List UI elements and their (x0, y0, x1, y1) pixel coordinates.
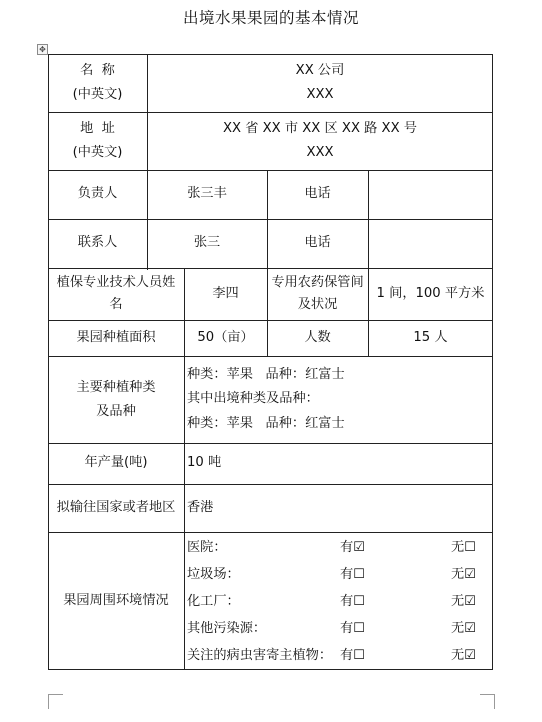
storage-label (267, 268, 368, 320)
no-checkbox[interactable]: 无☑ (451, 621, 477, 636)
tech-staff-label-line1: 植保专业技术人员姓 (56, 274, 176, 290)
destination-value-text: 香港 (187, 499, 214, 515)
environment-item-name: 垃圾场： (187, 567, 240, 582)
output-label (48, 443, 184, 484)
yes-checkbox[interactable]: 有☐ (340, 567, 366, 582)
contact-phone-value[interactable] (368, 219, 493, 268)
people-label-text: 人数 (304, 329, 331, 345)
yes-checkbox[interactable]: 有☐ (340, 621, 366, 636)
no-checkbox[interactable]: 无☑ (451, 594, 477, 609)
environment-item-chemical-plant (187, 588, 487, 615)
variety-value[interactable] (184, 356, 493, 443)
destination-label-text: 拟输往国家或者地区 (56, 499, 176, 515)
contact-value[interactable] (147, 219, 267, 268)
environment-item-hospital (187, 534, 487, 561)
variety-line3: 种类：苹果 品种：红富士 (187, 415, 345, 431)
variety-line1: 种类：苹果 品种：红富士 (187, 366, 345, 382)
people-value[interactable] (368, 320, 493, 356)
manager-phone-value[interactable] (368, 170, 493, 219)
document-title: 出境水果果园的基本情况 (182, 9, 359, 27)
manager-phone-label-text: 电话 (304, 186, 331, 202)
environment-list (184, 534, 493, 670)
address-label-cell (48, 112, 147, 170)
output-value-text: 10 吨 (187, 455, 222, 471)
storage-label-line2: 及状况 (297, 297, 338, 312)
address-value-cell[interactable] (147, 112, 493, 170)
address-en: XXX (306, 145, 334, 160)
environment-item-name: 化工厂： (187, 594, 240, 609)
yes-checkbox[interactable]: 有☑ (340, 540, 366, 555)
environment-label (48, 532, 184, 670)
page-corner-mark (48, 694, 63, 709)
manager-value[interactable] (147, 170, 267, 219)
area-value-text: 50（亩） (197, 329, 254, 345)
company-name-cn: XX 公司 (295, 62, 345, 78)
name-value-cell[interactable] (147, 54, 493, 112)
tech-staff-label (48, 268, 184, 320)
yes-checkbox[interactable]: 有☐ (340, 594, 366, 609)
manager-label (48, 170, 147, 219)
name-label: 名 称 (80, 62, 115, 78)
manager-name: 张三丰 (187, 186, 227, 202)
storage-value-text: 1 间，100 平方米 (376, 285, 485, 301)
area-label-text: 果园种植面积 (76, 329, 156, 345)
environment-item-name: 关注的病虫害寄主植物： (187, 648, 333, 663)
storage-value[interactable] (368, 268, 493, 320)
output-value[interactable] (184, 443, 493, 484)
environment-item-other-pollution (187, 615, 487, 642)
area-label (48, 320, 184, 356)
tech-staff-label-line2: 名 (109, 297, 123, 312)
environment-item-name: 其他污染源： (187, 621, 267, 636)
address-label: 地 址 (80, 120, 115, 136)
no-checkbox[interactable]: 无☐ (451, 540, 477, 555)
environment-item-landfill (187, 561, 487, 588)
contact-label-text: 联系人 (77, 235, 118, 251)
address-label-sub: (中英文) (72, 145, 123, 160)
no-checkbox[interactable]: 无☑ (451, 567, 477, 582)
tech-staff-value[interactable] (184, 268, 267, 320)
contact-phone-label (267, 219, 368, 268)
destination-label (48, 484, 184, 532)
yes-checkbox[interactable]: 有☐ (340, 648, 366, 663)
destination-value[interactable] (184, 484, 493, 532)
people-value-text: 15 人 (413, 329, 448, 345)
address-cn: XX 省 XX 市 XX 区 XX 路 XX 号 (222, 120, 417, 136)
name-label-cell (48, 54, 147, 112)
output-label-text: 年产量(吨) (84, 455, 148, 471)
variety-label (48, 356, 184, 443)
people-label (267, 320, 368, 356)
variety-label-line1: 主要种植种类 (76, 380, 156, 396)
environment-label-text: 果园周围环境情况 (63, 592, 169, 608)
contact-phone-label-text: 电话 (304, 235, 331, 251)
area-value[interactable] (184, 320, 267, 356)
no-checkbox[interactable]: 无☑ (451, 648, 477, 663)
environment-item-name: 医院： (187, 540, 227, 555)
company-name-en: XXX (306, 87, 334, 102)
tech-staff-name: 李四 (212, 285, 239, 301)
name-label-sub: (中英文) (72, 87, 123, 102)
table-move-handle-icon[interactable]: ✥ (37, 44, 48, 55)
storage-label-line1: 专用农药保管间 (271, 274, 364, 290)
manager-phone-label (267, 170, 368, 219)
variety-line2: 其中出境种类及品种： (187, 391, 319, 407)
manager-label-text: 负责人 (77, 186, 118, 202)
variety-label-line2: 及品种 (96, 403, 136, 419)
environment-item-host-plants (187, 642, 487, 669)
contact-label (48, 219, 147, 268)
page-corner-mark (480, 694, 495, 709)
contact-name: 张三 (193, 235, 221, 251)
